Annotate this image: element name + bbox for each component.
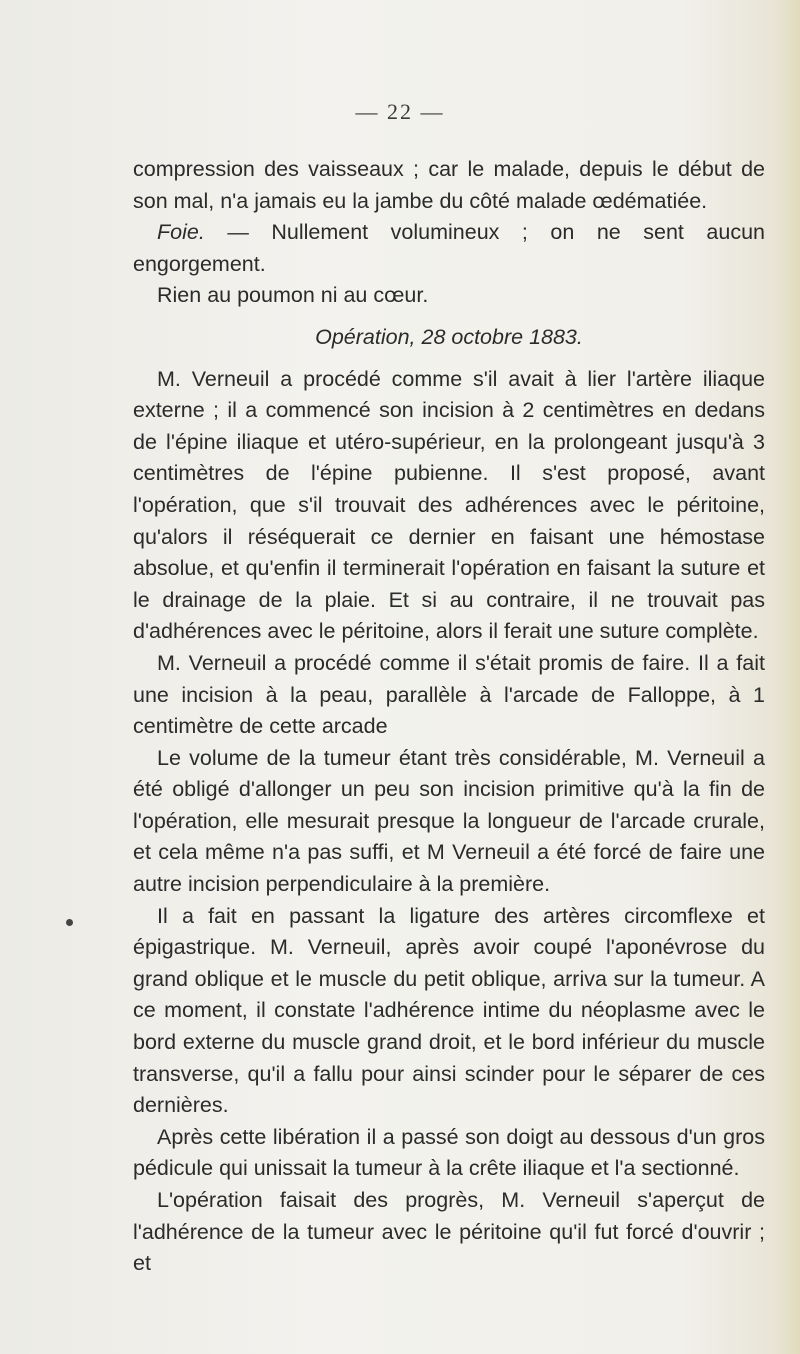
paragraph-4: M. Verneuil a procédé comme s'il avait à lier l'artère iliaque externe ; il a commencé son incision à 2 centimètres en dedans de l'épine iliaque et utéro-supérieur, en la prolongeant jusqu'à 3 centimètres de l'épine pubienne. Il s'est proposé, avant l'opération, que s'il trouvait des adhérences avec le péritoine, qu'alors il réséquerait ce dernier en faisant une hémostase absolue, et qu'enfin il terminerait l'opération en faisant la suture et le drainage de la plaie. Et si au contraire, il ne trouvait pas d'adhérences avec le péritoine, alors il ferait une suture complète. (133, 366, 765, 644)
paragraph-8: Après cette libération il a passé son doigt au dessous d'un gros pédicule qui unissait la tumeur à la crête iliaque et l'a sectionné. (133, 1124, 765, 1181)
paragraph-9: L'opération faisait des progrès, M. Verneuil s'aperçut de l'adhérence de la tumeur avec le péritoine qu'il fut forcé d'ouvrir ; et (133, 1188, 765, 1276)
paragraph-7: Il a fait en passant la ligature des artères circomflexe et épigastrique. M. Verneuil, après avoir coupé l'aponévrose du grand oblique et le muscle du petit oblique, arriva sur la tumeur. A ce moment, il constate l'adhérence intime du néoplasme avec le bord externe du muscle grand droit, et le bord inférieur du muscle transverse, qu'il a fallu pour ainsi scinder pour le séparer de ces dernières. (133, 903, 765, 1118)
page-edge-shading (774, 0, 800, 1354)
heading-label: Opération, (315, 324, 416, 349)
section-heading (133, 322, 765, 354)
paragraph-foie (133, 217, 765, 280)
body-text (133, 154, 765, 1280)
paragraph-1: compression des vaisseaux ; car le malade, depuis le début de son mal, n'a jamais eu la jambe du côté malade œdématiée. (133, 157, 765, 213)
heading-date: 28 octobre 1883. (415, 324, 583, 349)
foie-label: Foie. (157, 220, 205, 245)
foie-text: — Nullement volumineux ; on ne sent aucun engorgement. (133, 220, 765, 276)
paragraph-5: M. Verneuil a procédé comme il s'était promis de faire. Il a fait une incision à la peau, parallèle à l'arcade de Falloppe, à 1 centimètre de cette arcade (133, 650, 765, 739)
paragraph-6: Le volume de la tumeur étant très considérable, M. Verneuil a été obligé d'allonger un peu son incision primitive qu'à la fin de l'opération, elle mesurait presque la longueur de l'arcade crurale, et cela même n'a pas suffi, et M Verneuil a été forcé de faire une autre incision perpendiculaire à la première. (133, 745, 765, 897)
paragraph-poumon: Rien au poumon ni au cœur. (157, 283, 429, 308)
margin-dot (66, 919, 73, 926)
page-number: — 22 — (355, 99, 445, 124)
